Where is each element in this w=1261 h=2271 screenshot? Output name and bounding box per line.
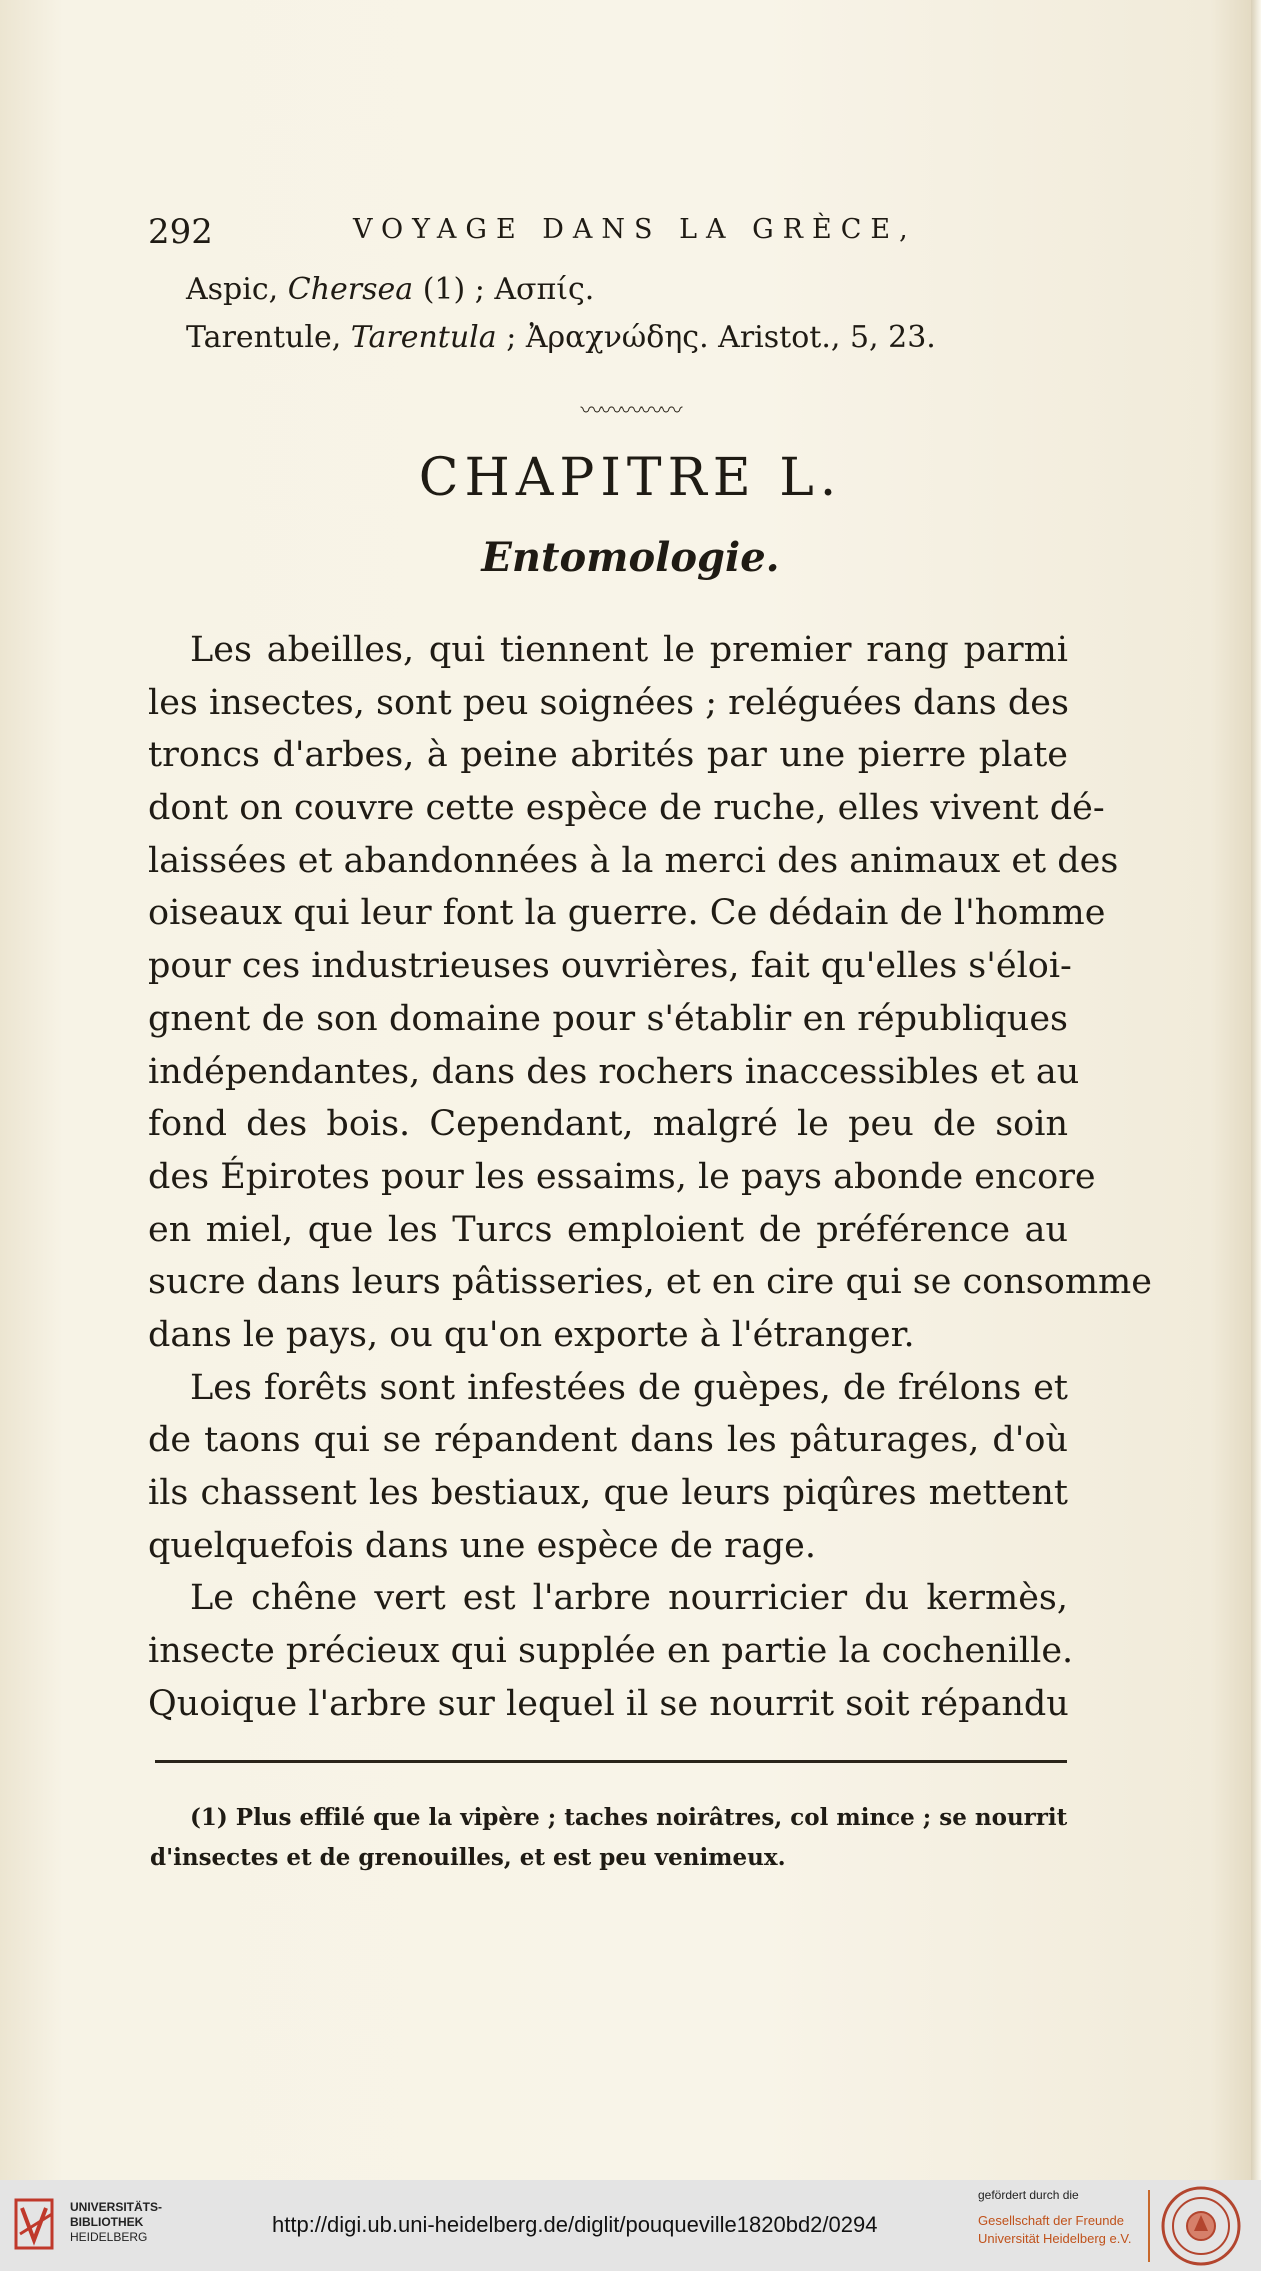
text-line: laissées et abandonnées à la merci des animaux et des — [148, 840, 1119, 881]
library-logo-icon — [12, 2194, 60, 2254]
library-name-line: HEIDELBERG — [70, 2230, 148, 2244]
society-name-line: Gesellschaft der Freunde — [978, 2213, 1124, 2228]
society-name — [978, 2212, 1131, 2248]
text-line: en miel, que les Turcs emploient de préférence au — [148, 1209, 1068, 1250]
species-name: Tarentule, — [186, 320, 342, 355]
university-seal-icon — [1160, 2185, 1242, 2267]
text-line: ils chassent les bestiaux, que leurs piqûres mettent — [148, 1473, 1068, 1513]
society-name-line: Universität Heidelberg e.V. — [978, 2231, 1132, 2246]
library-name-line: UNIVERSITÄTS- — [70, 2200, 163, 2214]
permalink-url[interactable]: http://digi.ub.uni-heidelberg.de/diglit/pouqueville1820bd2/0294 — [272, 2212, 878, 2237]
running-title: VOYAGE DANS LA GRÈCE, — [353, 214, 917, 245]
footnote-rule — [155, 1760, 1067, 1763]
text-line: sucre dans leurs pâtisseries, et en cire qui se consomme — [148, 1262, 1152, 1303]
chapter-subtitle: Entomologie. — [481, 534, 780, 581]
text-line: de taons qui se répandent dans les pâturages, d'où — [148, 1420, 1068, 1461]
species-rest: ; Ἀραχνώδης. Aristot., 5, 23. — [506, 320, 936, 355]
species-name: Aspic, — [186, 272, 279, 307]
text-line: gnent de son domaine pour s'établir en républiques — [148, 998, 1068, 1039]
chapter-title: CHAPITRE L. — [418, 448, 843, 508]
text-line: Les forêts sont infestées de guèpes, de frélons et — [190, 1367, 1068, 1408]
species-latin: Tarentula — [350, 320, 497, 355]
text-line: troncs d'arbes, à peine abrités par une pierre plate — [148, 735, 1068, 776]
footnote — [150, 1798, 1068, 1878]
species-latin: Chersea — [287, 272, 414, 307]
text-line: Les abeilles, qui tiennent le premier rang parmi — [190, 630, 1068, 670]
ornament-divider: 〰〰〰〰〰 — [580, 399, 681, 424]
viewer-footer — [0, 2180, 1261, 2271]
text-line: oiseaux qui leur font la guerre. Ce dédain de l'homme — [148, 893, 1106, 934]
text-line: les insectes, sont peu soignées ; reléguées dans des — [148, 682, 1069, 723]
text-line: Quoique l'arbre sur lequel il se nourrit soit répandu — [148, 1683, 1069, 1724]
species-entry — [186, 272, 594, 307]
species-entry — [186, 320, 936, 355]
text-line: des Épirotes pour les essaims, le pays abonde encore — [148, 1156, 1096, 1197]
library-name-line: BIBLIOTHEK — [70, 2215, 144, 2229]
page-number: 292 — [148, 212, 213, 252]
library-name — [70, 2200, 162, 2245]
text-line: quelquefois dans une espèce de rage. — [148, 1525, 816, 1566]
body-text — [148, 624, 1152, 1730]
text-line: dans le pays, ou qu'on exporte à l'étranger. — [148, 1314, 915, 1355]
text-line: dont on couvre cette espèce de ruche, elles vivent dé- — [148, 788, 1105, 829]
species-rest: (1) ; Ασπίς. — [422, 272, 595, 307]
text-line: Le chêne vert est l'arbre nourricier du kermès, — [190, 1578, 1068, 1619]
footnote-line: d'insectes et de grenouilles, et est peu venimeux. — [150, 1844, 786, 1871]
funded-by-label: gefördert durch die — [978, 2188, 1079, 2202]
running-head — [148, 212, 1068, 256]
text-line: pour ces industrieuses ouvrières, fait qu'elles s'éloi- — [148, 946, 1072, 987]
page-edge — [1251, 0, 1261, 2180]
text-line: insecte précieux qui supplée en partie la cochenille. — [148, 1631, 1074, 1672]
footer-separator — [1148, 2190, 1150, 2262]
text-line: fond des bois. Cependant, malgré le peu de soin — [148, 1104, 1068, 1145]
text-line: indépendantes, dans des rochers inaccessibles et au — [148, 1051, 1080, 1092]
footnote-line: (1) Plus effilé que la vipère ; taches noirâtres, col mince ; se nourrit — [190, 1804, 1068, 1831]
